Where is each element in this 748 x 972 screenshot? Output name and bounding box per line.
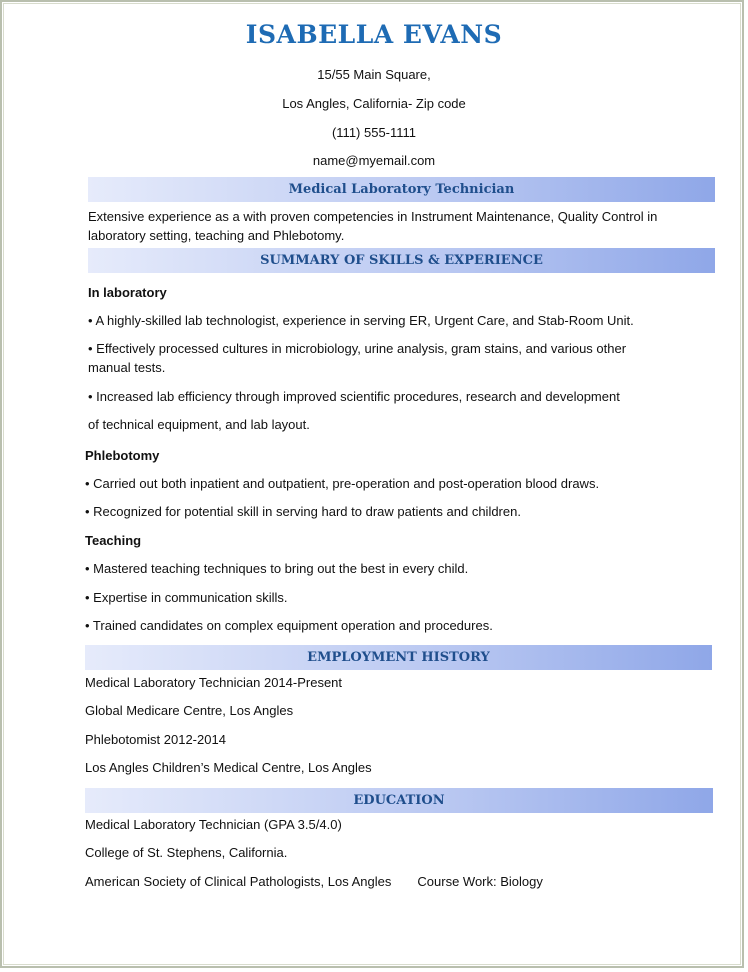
education-heading: EDUCATION [85, 788, 713, 813]
objective-text-line-2: laboratory setting, teaching and Phlebotomy. [88, 228, 345, 243]
skills-lab-item: • Effectively processed cultures in microbiology, urine analysis, gram stains, and various other [88, 341, 627, 356]
skills-phlebotomy-item: • Recognized for potential skill in serving hard to draw patients and children. [85, 504, 521, 519]
employment-line: Los Angles Children’s Medical Centre, Los Angles [85, 760, 372, 775]
candidate-name: ISABELLA EVANS [245, 20, 503, 49]
objective-text-line-1: Extensive experience as a with proven competencies in Instrument Maintenance, Quality Control in [88, 209, 658, 224]
skills-teaching-item: • Expertise in communication skills. [85, 590, 288, 605]
address-line-1: 15/55 Main Square, [317, 67, 431, 82]
employment-line: Global Medicare Centre, Los Angles [85, 703, 294, 718]
phone: (111) 555-1111 [331, 125, 417, 140]
skills-lab-title: In laboratory [88, 285, 167, 300]
skills-teaching-item: • Mastered teaching techniques to bring out the best in every child. [85, 561, 469, 576]
education-course-work: Course Work: Biology [417, 874, 543, 889]
skills-lab-item: • A highly-skilled lab technologist, experience in serving ER, Urgent Care, and Stab-Room Unit. [88, 313, 634, 328]
skills-heading: SUMMARY OF SKILLS & EXPERIENCE [88, 248, 715, 273]
skills-phlebotomy-title: Phlebotomy [85, 448, 160, 463]
education-line-3 [85, 874, 543, 889]
education-line-2: College of St. Stephens, California. [85, 845, 288, 860]
email: name@myemail.com [312, 153, 436, 168]
skills-lab-item: manual tests. [88, 360, 166, 375]
employment-heading: EMPLOYMENT HISTORY [85, 645, 712, 670]
address-line-2: Los Angles, California- Zip code [282, 96, 466, 111]
skills-phlebotomy-item: • Carried out both inpatient and outpatient, pre-operation and post-operation blood draws. [85, 476, 600, 491]
objective-heading: Medical Laboratory Technician [88, 177, 715, 202]
skills-lab-item: • Increased lab efficiency through improved scientific procedures, research and development [88, 389, 620, 404]
skills-teaching-item: • Trained candidates on complex equipment operation and procedures. [85, 618, 493, 633]
employment-line: Medical Laboratory Technician 2014-Present [85, 675, 343, 690]
education-line-1: Medical Laboratory Technician (GPA 3.5/4.0) [85, 817, 342, 832]
skills-teaching-title: Teaching [85, 533, 142, 548]
skills-lab-item: of technical equipment, and lab layout. [88, 417, 310, 432]
education-org: American Society of Clinical Pathologists, Los Angles [85, 874, 392, 889]
employment-line: Phlebotomist 2012-2014 [85, 732, 226, 747]
